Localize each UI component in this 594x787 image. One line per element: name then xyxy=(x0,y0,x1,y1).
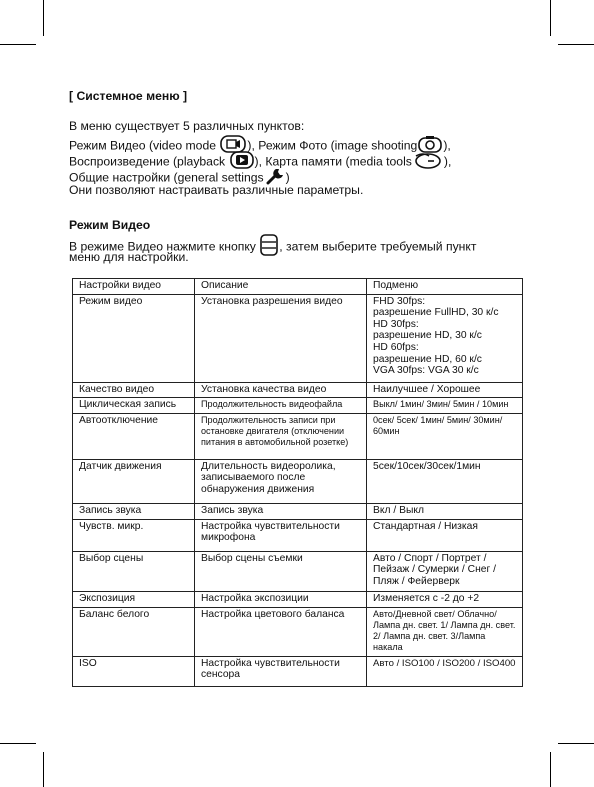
row-submenu: Вкл / Выкл xyxy=(367,503,523,519)
row-setting: Выбор сцены xyxy=(73,551,195,591)
table-row xyxy=(73,503,523,519)
row-description: Настройка чувствительности микрофона xyxy=(195,519,367,551)
crop-mark xyxy=(43,752,44,787)
table-row xyxy=(73,459,523,503)
section-heading: [ Системное меню ] xyxy=(69,89,188,103)
table-row xyxy=(73,607,523,656)
row-description: Продолжительность видеофайла xyxy=(195,398,367,414)
table-row xyxy=(73,656,523,686)
video-settings-table xyxy=(72,278,523,687)
row-setting: Баланс белого xyxy=(73,607,195,656)
row-submenu: Наилучшее / Хорошее xyxy=(367,382,523,398)
header-settings: Настройки видео xyxy=(73,279,195,295)
media-tools-icon xyxy=(413,151,443,173)
row-description: Установка качества видео xyxy=(195,382,367,398)
row-submenu: Выкл/ 1мин/ 3мин/ 5мин / 10мин xyxy=(367,398,523,414)
intro-line-1: В меню существует 5 различных пунктов: xyxy=(69,119,305,133)
row-description: Выбор сцены съемки xyxy=(195,551,367,591)
row-setting: Датчик движения xyxy=(73,459,195,503)
row-submenu: 5сек/10сек/30сек/1мин xyxy=(367,459,523,503)
crop-mark xyxy=(0,743,36,744)
crop-mark xyxy=(558,743,594,744)
table-row xyxy=(73,294,523,382)
menu-button-icon xyxy=(260,234,278,260)
row-submenu: Авто / ISO100 / ISO200 / ISO400 xyxy=(367,656,523,686)
intro-line-2: Режим Видео (video mode ), Режим Фото (image shooting ), xyxy=(69,135,451,157)
row-submenu: Авто/Дневной свет/ Облачно/Лампа дн. свет. 1/ Лампа дн. свет. 2/ Лампа дн. свет. 3/Лампа накала xyxy=(367,607,523,656)
intro-line-3: Воспроизведение (playback ), Карта памяти (media tools ), xyxy=(69,151,451,173)
table-row xyxy=(73,413,523,459)
video-mode-title: Режим Видео xyxy=(69,218,151,232)
crop-mark xyxy=(558,44,594,45)
crop-mark xyxy=(0,44,36,45)
row-submenu: Изменяется с -2 до +2 xyxy=(367,591,523,607)
row-setting: Запись звука xyxy=(73,503,195,519)
row-setting: Экспозиция xyxy=(73,591,195,607)
row-description: Продолжительность записи при остановке двигателя (отключении питания в автомобильной розетке) xyxy=(195,413,367,459)
header-description: Описание xyxy=(195,279,367,295)
row-submenu: Стандартная / Низкая xyxy=(367,519,523,551)
crop-mark xyxy=(550,752,551,787)
crop-mark xyxy=(43,0,44,36)
row-description: Настройка чувствительности сенсора xyxy=(195,656,367,686)
crop-mark xyxy=(550,0,551,36)
video-mode-line-1: В режиме Видео нажмите кнопку , затем выберите требуемый пункт xyxy=(69,234,476,260)
row-description: Настройка цветового баланса xyxy=(195,607,367,656)
row-description: Длительность видеоролика, записываемого после обнаружения движения xyxy=(195,459,367,503)
row-setting: Автоотключение xyxy=(73,413,195,459)
intro-line-4: Общие настройки (general settings ) xyxy=(69,167,290,189)
row-setting: Качество видео xyxy=(73,382,195,398)
video-mode-line-2: меню для настройки. xyxy=(69,250,189,264)
row-description: Установка разрешения видео xyxy=(195,294,367,382)
table-row xyxy=(73,591,523,607)
table-row xyxy=(73,519,523,551)
row-setting: Циклическая запись xyxy=(73,398,195,414)
row-setting: ISO xyxy=(73,656,195,686)
table-row xyxy=(73,551,523,591)
row-description: Запись звука xyxy=(195,503,367,519)
row-submenu: 0сек/ 5сек/ 1мин/ 5мин/ 30мин/ 60мин xyxy=(367,413,523,459)
row-submenu: FHD 30fps: разрешение FullHD, 30 к/с HD 30fps: разрешение HD, 30 к/с HD 60fps: разрешение HD, 60 к/с VGA 30fps: VGA 30 к/с xyxy=(367,294,523,382)
header-submenu: Подменю xyxy=(367,279,523,295)
row-setting: Чувств. микр. xyxy=(73,519,195,551)
table-row xyxy=(73,398,523,414)
table-header-row xyxy=(73,279,523,295)
row-setting: Режим видео xyxy=(73,294,195,382)
intro-line-5: Они позволяют настраивать различные параметры. xyxy=(69,183,364,197)
table-row xyxy=(73,382,523,398)
row-description: Настройка экспозиции xyxy=(195,591,367,607)
row-submenu: Авто / Спорт / Портрет / Пейзаж / Сумерки / Снег / Пляж / Фейерверк xyxy=(367,551,523,591)
